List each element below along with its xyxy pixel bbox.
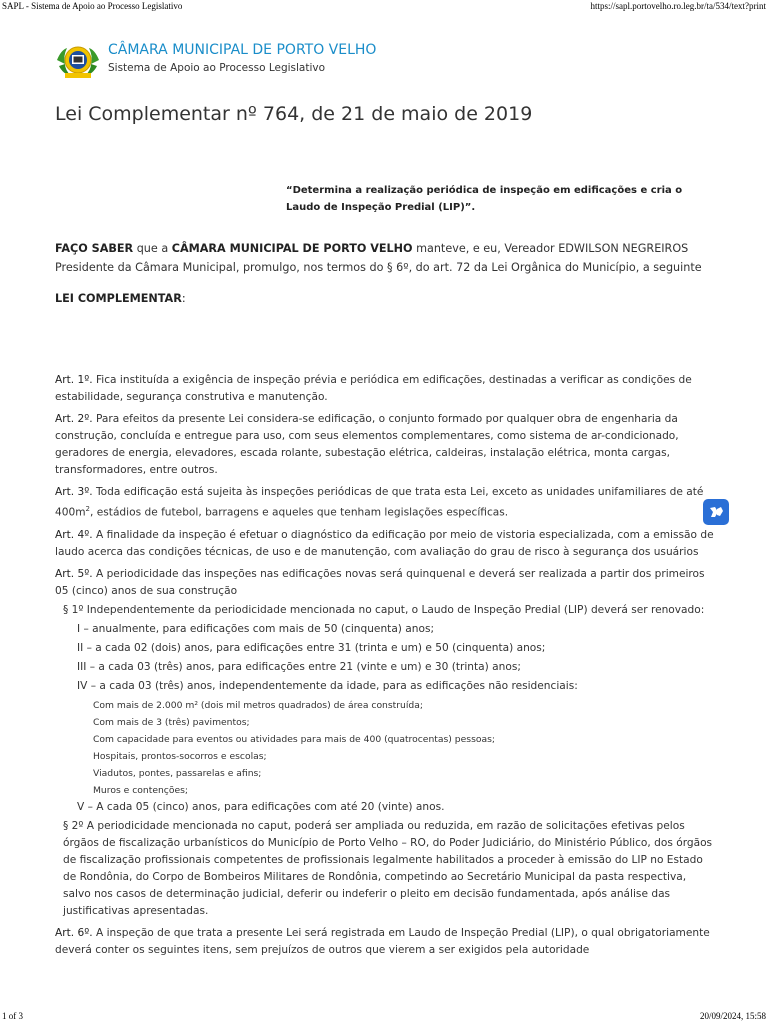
lc-label-text: LEI COMPLEMENTAR: [55, 292, 182, 305]
article-label: Art. 1º.: [55, 374, 93, 386]
alinea: Com capacidade para eventos ou atividades para mais de 400 (quatrocentas) pessoas;: [93, 733, 495, 745]
alinea: Com mais de 3 (três) pavimentos;: [93, 716, 250, 728]
article-text-cont: , estádios de futebol, barragens e aqueles que tenham legislações específicas.: [90, 506, 509, 519]
lc-label-colon: :: [181, 292, 186, 305]
preamble-text: manteve, e eu, Vereador EDWILSON NEGREIROS Presidente da Câmara Municipal, promulgo, nos termos do § 6º, do art. 72 da Lei Orgânica do Município, a seguinte: [55, 242, 702, 274]
preamble-faco-saber: FAÇO SABER: [55, 242, 134, 255]
ementa: “Determina a realização periódica de inspeção em edificações e cria o Laudo de Inspeção Predial (LIP)”.: [286, 185, 683, 213]
preamble-camara: CÂMARA MUNICIPAL DE PORTO VELHO: [171, 242, 413, 255]
alinea: Hospitais, prontos-socorros e escolas;: [93, 750, 267, 762]
article-sup: 2: [85, 505, 91, 513]
article-text: A finalidade da inspeção é efetuar o diagnóstico da edificação por meio de vistoria especializada, com a emissão de laudo acerca das condições técnicas, de uso e de manutenção, com avaliação do grau de risco à segurança dos usuários: [55, 528, 714, 558]
print-header: [0, 0, 768, 12]
alinea: Com mais de 2.000 m² (dois mil metros quadrados) de área construída;: [93, 699, 423, 711]
law-body: [55, 372, 715, 964]
preamble: [55, 239, 715, 277]
print-url: https://sapl.portovelho.ro.leg.br/ta/534/text?print: [590, 1, 766, 11]
preamble-connector: que a: [133, 242, 172, 255]
org-name[interactable]: CÂMARA MUNICIPAL DE PORTO VELHO: [108, 42, 377, 58]
article-text: Toda edificação está sujeita às inspeções periódicas de que trata esta Lei, exceto as unidades unifamiliares de até 400m: [55, 486, 704, 519]
article-6: [55, 925, 715, 959]
print-footer: [0, 1010, 768, 1024]
article-label: Art. 6º.: [55, 926, 93, 939]
print-datetime: 20/09/2024, 15:58: [699, 1011, 766, 1021]
article-text: Fica instituída a exigência de inspeção prévia e periódica em edificações, destinadas a verificar as condições de estabilidade, segurança construtiva e manutenção.: [55, 374, 692, 403]
inciso-i: I – anualmente, para edificações com mais de 50 (cinquenta) anos;: [77, 622, 435, 635]
vlibras-button[interactable]: [703, 499, 729, 525]
org-subtitle: Sistema de Apoio ao Processo Legislativo: [108, 62, 326, 74]
article-3: [55, 484, 715, 522]
inciso-ii: II – a cada 02 (dois) anos, para edificações entre 31 (trinta e um) e 50 (cinquenta) anos;: [77, 641, 546, 654]
article-text: A periodicidade das inspeções nas edificações novas será quinquenal e deverá ser realizada a partir dos primeiros 05 (cinco) anos de sua construção: [55, 567, 705, 597]
article-label: Art. 5º.: [55, 567, 93, 580]
print-page-number: 1 of 3: [2, 1011, 23, 1021]
camara-brasao-icon[interactable]: [55, 40, 101, 82]
alinea: Muros e contenções;: [93, 784, 189, 796]
inciso-iv: IV – a cada 03 (três) anos, independentemente da idade, para as edificações não residenciais:: [77, 679, 578, 692]
article-text: Para efeitos da presente Lei considera-se edificação, o conjunto formado por qualquer obra de engenharia da construção, concluída e entregue para uso, com seus elementos complementares, como sistema de ar-condicionado, geradores de energia, elevadores, escada rolante, subestação elétrica, caldeiras, instalação elétrica, monta cargas, transformadores, entre outros.: [55, 413, 679, 476]
article-4: [55, 527, 715, 561]
paragraph-2: § 2º A periodicidade mencionada no caput, poderá ser ampliada ou reduzida, em razão de solicitações efetivas pelos órgãos de fiscalização urbanísticos do Município de Porto Velho – RO, do Poder Judiciário, do Ministério Público, dos órgãos de fiscalização profissionais competentes de profissionais legalmente habilitados a proceder à emissão do LIP no Estado de Rondônia, do Corpo de Bombeiros Militares de Rondônia, competindo ao Secretário Municipal da pasta respectiva, salvo nos casos de determinação judicial, deferir ou indeferir o pleito em decisão fundamentada, após análise das justificativas apresentadas.: [63, 819, 713, 917]
article-label: Art. 3º.: [55, 486, 93, 498]
lei-complementar-label: [55, 292, 186, 305]
inciso-v: V – A cada 05 (cinco) anos, para edificações com até 20 (vinte) anos.: [77, 800, 445, 813]
vlibras-hands-icon: [703, 499, 729, 525]
article-5: [55, 566, 715, 600]
article-1: [55, 372, 715, 406]
alinea: Viadutos, pontes, passarelas e afins;: [93, 767, 262, 779]
article-text: A inspeção de que trata a presente Lei será registrada em Laudo de Inspeção Predial (LIP), o qual obrigatoriamente deverá conter os seguintes itens, sem prejuízos de outros que vierem a ser exigidos pela autoridade: [55, 926, 710, 956]
article-label: Art. 2º.: [55, 413, 93, 425]
article-label: Art. 4º.: [55, 528, 93, 541]
law-title: Lei Complementar nº 764, de 21 de maio de 2019: [55, 103, 533, 125]
inciso-iii: III – a cada 03 (três) anos, para edificações entre 21 (vinte e um) e 30 (trinta) anos;: [77, 660, 521, 673]
article-2: [55, 411, 715, 479]
paragraph-1: § 1º Independentemente da periodicidade mencionada no caput, o Laudo de Inspeção Predial (LIP) deverá ser renovado:: [63, 603, 705, 616]
print-page-title: SAPL - Sistema de Apoio ao Processo Legislativo: [2, 1, 183, 11]
site-header: [55, 40, 555, 82]
